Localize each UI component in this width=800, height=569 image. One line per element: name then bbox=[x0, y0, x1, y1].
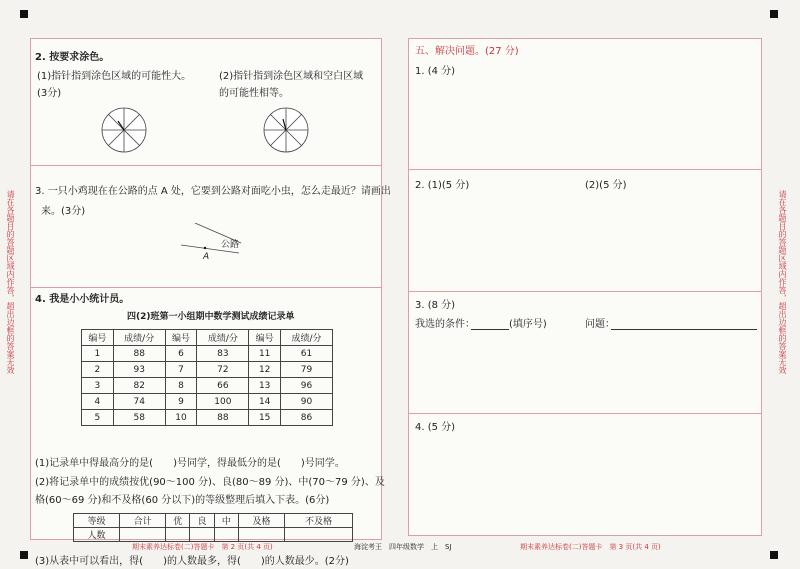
question-3-area bbox=[409, 291, 761, 414]
q3-text-2: 来。(3分) bbox=[41, 206, 86, 217]
level-row-label: 人数 bbox=[74, 528, 120, 542]
level-answer-cell[interactable] bbox=[190, 528, 214, 542]
level-answer-cell[interactable] bbox=[120, 528, 166, 542]
r-q3-condition-hint: (填序号) bbox=[509, 319, 547, 330]
level-answer-cell[interactable] bbox=[285, 528, 353, 542]
table-cell: 11 bbox=[249, 346, 281, 362]
table-cell: 2 bbox=[82, 362, 114, 378]
registration-mark bbox=[770, 10, 778, 18]
r-q2a-label: 2. (1)(5 分) bbox=[415, 180, 470, 191]
road-diagram[interactable] bbox=[181, 223, 251, 263]
level-header-row bbox=[74, 514, 353, 528]
side-note-left: 请在各题目的答题区域内作答，超出边框的答案无效 bbox=[6, 190, 15, 374]
question-input[interactable] bbox=[611, 318, 757, 330]
table-cell: 3 bbox=[82, 378, 114, 394]
table-cell: 79 bbox=[281, 362, 333, 378]
q2-part2-text-2: 的可能性相等。 bbox=[219, 88, 289, 99]
r-q3-label: 3. (8 分) bbox=[415, 300, 456, 311]
section-title: 五、解决问题。(27 分) bbox=[415, 46, 519, 57]
level-header: 中 bbox=[214, 514, 238, 528]
table-cell: 4 bbox=[82, 394, 114, 410]
level-header: 合计 bbox=[120, 514, 166, 528]
table-cell: 1 bbox=[82, 346, 114, 362]
q4-part2-line2: 格(60～69 分)和不及格(60 分以下)的等级整理后填入下表。(6分) bbox=[35, 495, 330, 506]
table-cell: 12 bbox=[249, 362, 281, 378]
table-cell: 58 bbox=[113, 410, 165, 426]
table-cell: 96 bbox=[281, 378, 333, 394]
level-count-row bbox=[74, 528, 353, 542]
r-q4-label: 4. (5 分) bbox=[415, 422, 456, 433]
grade-level-table bbox=[73, 513, 353, 542]
q4-part1: (1)记录单中得最高分的是( )号同学，得最低分的是( )号同学。 bbox=[35, 458, 345, 469]
spinner-1[interactable] bbox=[101, 107, 147, 153]
registration-mark bbox=[20, 10, 28, 18]
table-cell: 9 bbox=[165, 394, 197, 410]
table-header: 编号 bbox=[165, 330, 197, 346]
question-1-area bbox=[409, 39, 761, 170]
registration-mark bbox=[770, 551, 778, 559]
question-2-area bbox=[409, 169, 761, 292]
right-answer-panel bbox=[408, 38, 762, 536]
level-answer-cell[interactable] bbox=[166, 528, 190, 542]
table-row bbox=[82, 362, 333, 378]
table-cell: 90 bbox=[281, 394, 333, 410]
table-cell: 82 bbox=[113, 378, 165, 394]
left-page-footer: 期末素养达标卷(二)答题卡 第 2 页(共 4 页) bbox=[132, 543, 273, 551]
q2-title: 2. 按要求涂色。 bbox=[35, 52, 110, 63]
table-cell: 6 bbox=[165, 346, 197, 362]
table-cell: 10 bbox=[165, 410, 197, 426]
q4-title: 4. 我是小小统计员。 bbox=[35, 294, 130, 305]
level-header: 不及格 bbox=[285, 514, 353, 528]
score-record-table bbox=[81, 329, 333, 426]
table-header: 成绩/分 bbox=[281, 330, 333, 346]
q2-part2-text-1: (2)指针指到涂色区域和空白区域 bbox=[219, 71, 364, 82]
registration-mark bbox=[20, 551, 28, 559]
table-header: 成绩/分 bbox=[113, 330, 165, 346]
table-header: 成绩/分 bbox=[197, 330, 249, 346]
table-cell: 14 bbox=[249, 394, 281, 410]
table-cell: 72 bbox=[197, 362, 249, 378]
condition-input[interactable] bbox=[471, 318, 509, 330]
road-label: 公路 bbox=[221, 240, 240, 250]
table-cell: 88 bbox=[113, 346, 165, 362]
level-header: 良 bbox=[190, 514, 214, 528]
table-cell: 86 bbox=[281, 410, 333, 426]
right-page-footer: 期末素养达标卷(二)答题卡 第 3 页(共 4 页) bbox=[520, 543, 661, 551]
q3-text-1: 3. 一只小鸡现在在公路的点 A 处，它要到公路对面吃小虫，怎么走最近？请画出 bbox=[35, 186, 391, 197]
middle-footer: 海淀考王 四年级数学 上 SJ bbox=[354, 543, 452, 551]
q2-part1-score: (3分) bbox=[37, 88, 62, 99]
record-table-title: 四(2)班第一小组期中数学测试成绩记录单 bbox=[127, 312, 295, 322]
table-cell: 8 bbox=[165, 378, 197, 394]
table-cell: 74 bbox=[113, 394, 165, 410]
table-row bbox=[82, 410, 333, 426]
table-cell: 7 bbox=[165, 362, 197, 378]
level-answer-cell[interactable] bbox=[214, 528, 238, 542]
table-cell: 61 bbox=[281, 346, 333, 362]
question-2-area bbox=[31, 39, 381, 166]
q4-part2-line1: (2)将记录单中的成绩按优(90～100 分)、良(80～89 分)、中(70～79 分)、及 bbox=[35, 477, 385, 488]
level-header: 等级 bbox=[74, 514, 120, 528]
table-cell: 100 bbox=[197, 394, 249, 410]
table-header: 编号 bbox=[249, 330, 281, 346]
table-header: 编号 bbox=[82, 330, 114, 346]
question-3-area bbox=[31, 165, 391, 288]
r-q1-label: 1. (4 分) bbox=[415, 66, 456, 77]
table-cell: 15 bbox=[249, 410, 281, 426]
table-cell: 88 bbox=[197, 410, 249, 426]
r-q3-question-label: 问题： bbox=[585, 319, 615, 330]
level-header: 优 bbox=[166, 514, 190, 528]
side-note-right: 请在各题目的答题区域内作答，超出边框的答案无效 bbox=[778, 190, 787, 374]
table-cell: 13 bbox=[249, 378, 281, 394]
q2-part1-text: (1)指针指到涂色区域的可能性大。 bbox=[37, 71, 192, 82]
table-row bbox=[82, 394, 333, 410]
r-q3-condition-label: 我选的条件： bbox=[415, 319, 475, 330]
table-row bbox=[82, 378, 333, 394]
table-header-row bbox=[82, 330, 333, 346]
spinner-2[interactable] bbox=[263, 107, 309, 153]
table-cell: 5 bbox=[82, 410, 114, 426]
level-header: 及格 bbox=[238, 514, 284, 528]
table-cell: 66 bbox=[197, 378, 249, 394]
question-4-area bbox=[409, 413, 761, 535]
table-row bbox=[82, 346, 333, 362]
point-a-label: A bbox=[203, 252, 210, 262]
level-answer-cell[interactable] bbox=[238, 528, 284, 542]
q4-part3: (3)从表中可以看出，得( )的人数最多，得( )的人数最少。(2分) bbox=[35, 556, 349, 567]
r-q2b-label: (2)(5 分) bbox=[585, 180, 627, 191]
table-cell: 93 bbox=[113, 362, 165, 378]
table-cell: 83 bbox=[197, 346, 249, 362]
